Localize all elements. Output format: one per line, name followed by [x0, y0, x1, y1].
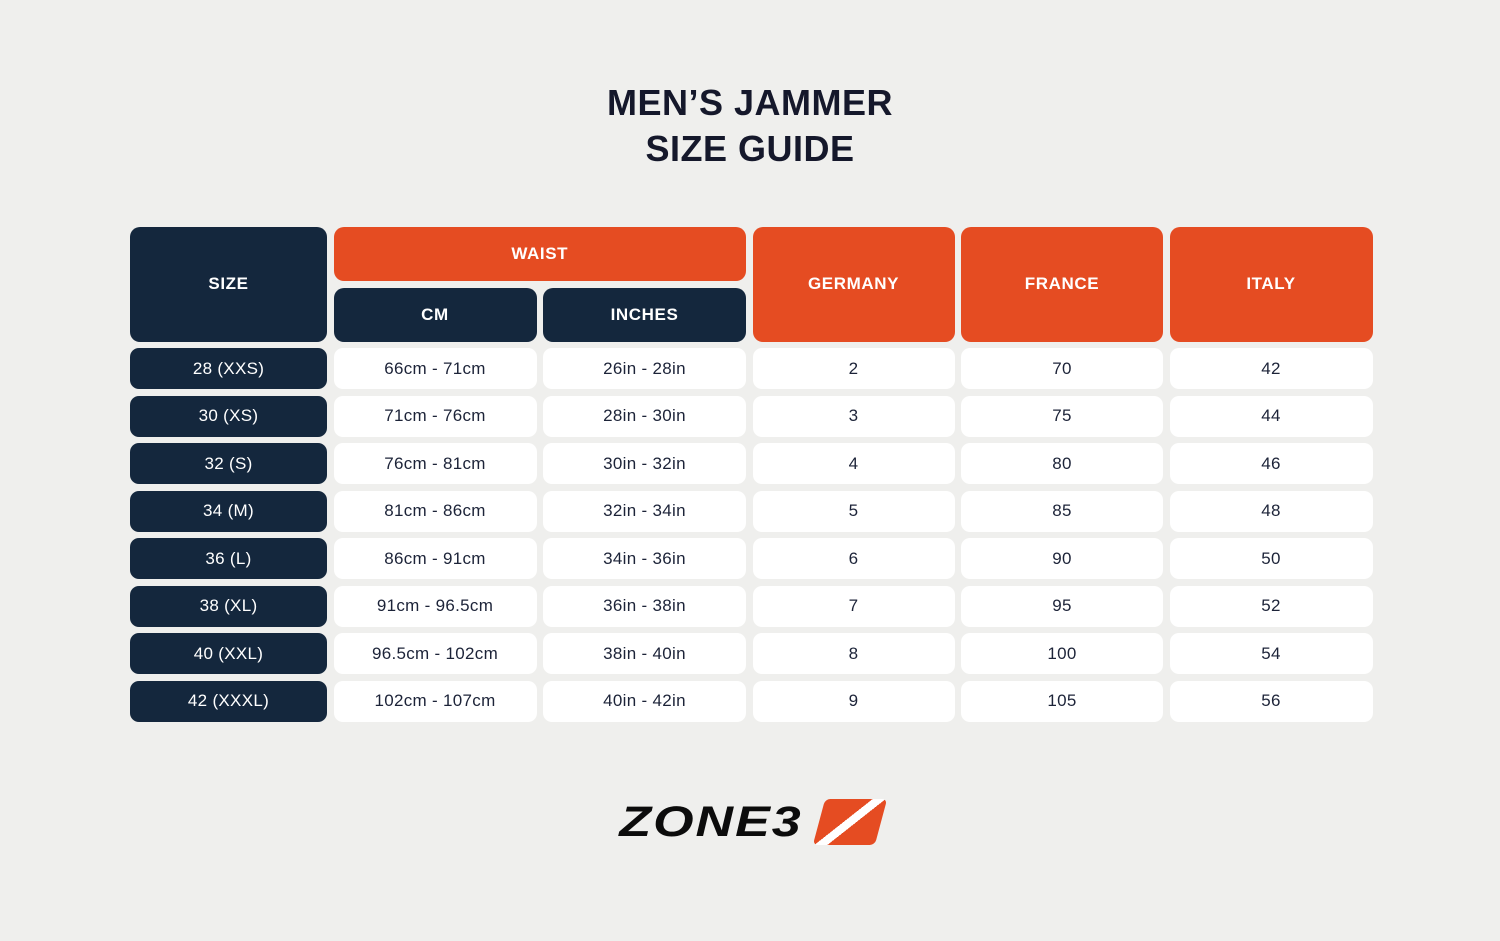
france-cell: 100	[961, 633, 1163, 674]
page-title-line1: MEN’S JAMMER	[606, 82, 894, 123]
france-cell: 105	[961, 681, 1163, 722]
header-cm: CM	[334, 288, 537, 342]
cm-cell: 102cm - 107cm	[334, 681, 537, 722]
germany-cell: 5	[753, 491, 955, 532]
italy-cell: 46	[1170, 443, 1373, 484]
inches-cell: 32in - 34in	[543, 491, 746, 532]
germany-cell: 4	[753, 443, 955, 484]
france-cell: 70	[961, 348, 1163, 389]
cm-cell: 81cm - 86cm	[334, 491, 537, 532]
zone3-flag-icon	[813, 799, 887, 845]
inches-cell: 40in - 42in	[543, 681, 746, 722]
italy-cell: 56	[1170, 681, 1373, 722]
header-germany: GERMANY	[753, 227, 955, 342]
page-title	[0, 0, 1500, 172]
cm-cell: 71cm - 76cm	[334, 396, 537, 437]
zone3-logo	[0, 796, 1500, 848]
size-cell: 32 (S)	[130, 443, 327, 484]
germany-cell: 9	[753, 681, 955, 722]
header-italy: ITALY	[1170, 227, 1373, 342]
size-cell: 38 (XL)	[130, 586, 327, 627]
cm-cell: 91cm - 96.5cm	[334, 586, 537, 627]
france-cell: 95	[961, 586, 1163, 627]
inches-cell: 38in - 40in	[543, 633, 746, 674]
page-title-line2: SIZE GUIDE	[645, 128, 855, 170]
italy-cell: 48	[1170, 491, 1373, 532]
france-cell: 85	[961, 491, 1163, 532]
italy-cell: 50	[1170, 538, 1373, 579]
size-cell: 36 (L)	[130, 538, 327, 579]
zone3-logo-text: ZONE3	[619, 798, 803, 846]
inches-cell: 26in - 28in	[543, 348, 746, 389]
cm-cell: 76cm - 81cm	[334, 443, 537, 484]
inches-cell: 34in - 36in	[543, 538, 746, 579]
france-cell: 90	[961, 538, 1163, 579]
germany-cell: 8	[753, 633, 955, 674]
germany-cell: 7	[753, 586, 955, 627]
inches-cell: 36in - 38in	[543, 586, 746, 627]
germany-cell: 2	[753, 348, 955, 389]
header-inches: INCHES	[543, 288, 746, 342]
size-cell: 42 (XXXL)	[130, 681, 327, 722]
size-cell: 40 (XXL)	[130, 633, 327, 674]
france-cell: 80	[961, 443, 1163, 484]
italy-cell: 54	[1170, 633, 1373, 674]
header-size: SIZE	[130, 227, 327, 342]
header-france: FRANCE	[961, 227, 1163, 342]
france-cell: 75	[961, 396, 1163, 437]
size-cell: 30 (XS)	[130, 396, 327, 437]
italy-cell: 42	[1170, 348, 1373, 389]
header-waist: WAIST	[334, 227, 747, 281]
size-cell: 28 (XXS)	[130, 348, 327, 389]
cm-cell: 66cm - 71cm	[334, 348, 537, 389]
cm-cell: 96.5cm - 102cm	[334, 633, 537, 674]
inches-cell: 28in - 30in	[543, 396, 746, 437]
size-cell: 34 (M)	[130, 491, 327, 532]
size-table	[130, 227, 1370, 722]
cm-cell: 86cm - 91cm	[334, 538, 537, 579]
germany-cell: 6	[753, 538, 955, 579]
italy-cell: 44	[1170, 396, 1373, 437]
germany-cell: 3	[753, 396, 955, 437]
italy-cell: 52	[1170, 586, 1373, 627]
inches-cell: 30in - 32in	[543, 443, 746, 484]
